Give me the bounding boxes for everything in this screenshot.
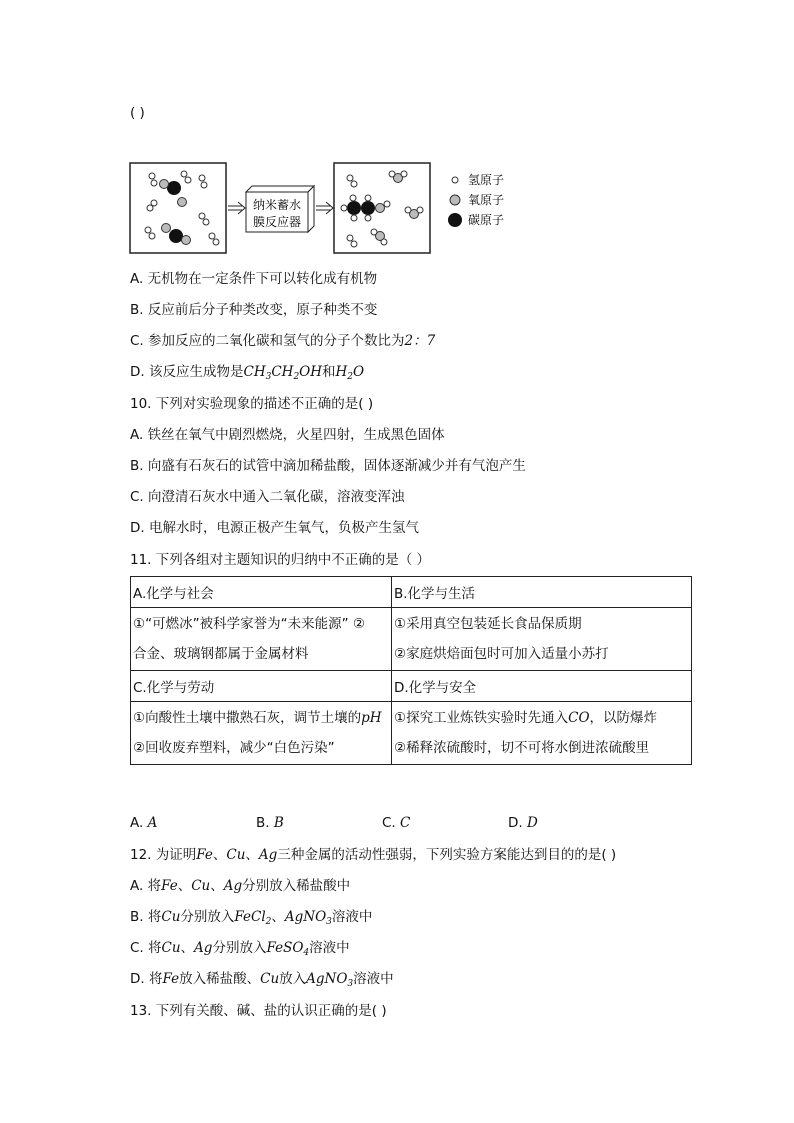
q11-answer-a: A. A: [130, 815, 158, 831]
q11-stem: 11. 下列各组对主题知识的归纳中不正确的是（ ）: [130, 552, 431, 568]
q9-option-b: B. 反应前后分子种类改变，原子种类不变: [130, 302, 378, 318]
q11-answer-d: D. D: [508, 815, 538, 831]
q10-option-a: A. 铁丝在氧气中剧烈燃烧，火星四射，生成黑色固体: [130, 427, 445, 443]
q9-option-a: A. 无机物在一定条件下可以转化成有机物: [130, 271, 378, 287]
cell-c-body: ①向酸性土壤中撒熟石灰，调节土壤的pH ②回收废弃塑料，减少“白色污染”: [131, 702, 392, 765]
q13-stem: 13. 下列有关酸、碱、盐的认识正确的是( ): [130, 1003, 387, 1019]
cell-c-head: C.化学与劳动: [131, 671, 392, 702]
cell-a-head: A.化学与社会: [131, 577, 392, 608]
q10-stem: 10. 下列对实验现象的描述不正确的是( ): [130, 396, 374, 412]
q10-option-b: B. 向盛有石灰石的试管中滴加稀盐酸，固体逐渐减少并有气泡产生: [130, 458, 526, 474]
q12-option-d: D. 将Fe放入稀盐酸、Cu放入AgNO$_3$溶液中: [130, 971, 394, 989]
cell-b-head: B.化学与生活: [392, 577, 692, 608]
reactor-label-2: 膜反应器: [252, 215, 302, 229]
legend-oxygen: 氧原子: [468, 193, 505, 207]
q11-answer-c: C. C: [382, 815, 411, 831]
q12-option-c: C. 将Cu、Ag分别放入FeSO$_4$溶液中: [130, 940, 350, 958]
arrow-right-icon: [316, 202, 333, 214]
q9-option-d: D. 该反应生成物是$CH_3CH_2OH$和$H_2O$: [130, 364, 365, 382]
q10-option-c: C. 向澄清石灰水中通入二氧化碳，溶液变浑浊: [130, 489, 405, 505]
reactor-label-1: 纳米蓄水: [252, 198, 302, 212]
legend: [448, 173, 504, 227]
q12-option-b: B. 将Cu分别放入FeCl$_2$、AgNO$_3$溶液中: [130, 909, 373, 927]
arrow-right-icon: [228, 202, 245, 214]
q10-option-d: D. 电解水时，电源正极产生氧气，负极产生氢气: [130, 520, 419, 536]
q11-answer-b: B. B: [256, 815, 284, 831]
q12-option-a: A. 将Fe、Cu、Ag分别放入稀盐酸中: [130, 878, 351, 894]
cell-d-body: ①探究工业炼铁实验时先通入CO，以防爆炸 ②稀释浓硫酸时，切不可将水倒进浓硫酸里: [392, 702, 692, 765]
cell-b-body: ①采用真空包装延长食品保质期 ②家庭烘焙面包时可加入适量小苏打: [392, 608, 692, 671]
cell-d-head: D.化学与安全: [392, 671, 692, 702]
legend-carbon: 碳原子: [468, 213, 505, 227]
reaction-diagram: [128, 158, 548, 258]
q12-stem: 12. 为证明Fe、Cu、Ag三种金属的活动性强弱，下列实验方案能达到目的的是( ): [130, 847, 617, 863]
knowledge-table: [130, 576, 692, 765]
legend-hydrogen: 氢原子: [468, 173, 505, 187]
q9-option-c: C. 参加反应的二氧化碳和氢气的分子个数比为2：7: [130, 333, 436, 349]
cell-a-body: ①“可燃冰”被科学家誉为“未来能源” ② 合金、玻璃钢都属于金属材料: [131, 608, 392, 671]
q9-stem-tail: ( ): [130, 105, 145, 121]
